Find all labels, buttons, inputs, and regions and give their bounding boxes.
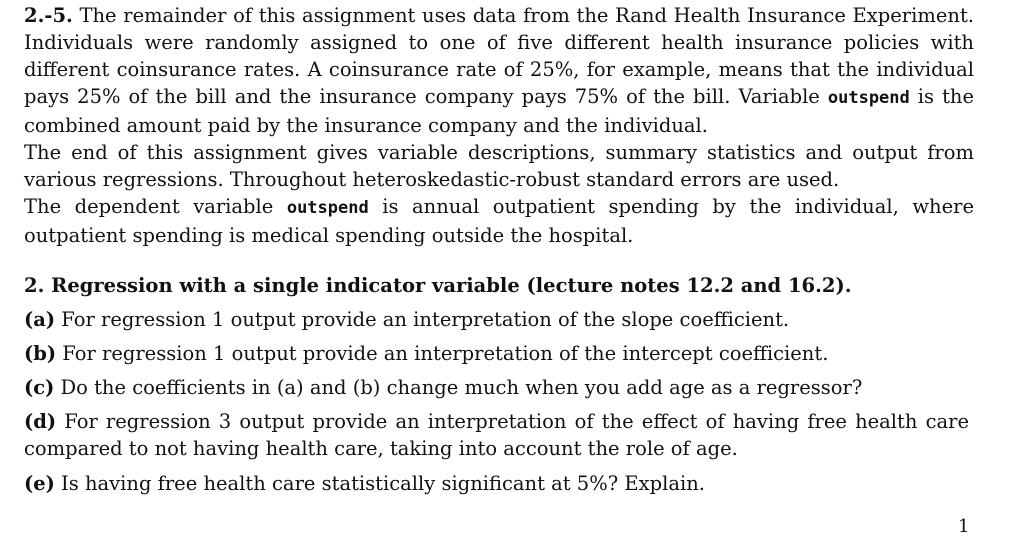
- intro-paragraph-1: [24, 2, 974, 139]
- page-number: 1: [958, 516, 970, 537]
- question-b-label: (b): [24, 342, 57, 365]
- problem-label: 2.-5.: [24, 4, 73, 27]
- intro-text-1a: The remainder of this assignment uses data from the Rand Health Insurance Experiment. Individuals were randomly assigned to one of five different health insurance policies with different coinsurance rates. A coinsurance rate of 25%, for example, means that the individual pays 25% of the bill and the insurance company pays 75% of the bill. Variable: [24, 4, 974, 108]
- question-c-label: (c): [24, 376, 55, 399]
- intro-text-3a: The dependent variable: [24, 195, 287, 218]
- intro-text-1b: is the combined amount paid by the insurance company and the individual.: [24, 85, 975, 137]
- question-d-label: (d): [24, 410, 57, 433]
- intro-text-3b: is annual outpatient spending by the individual, where outpatient spending is medical spending outside the hospital.: [24, 195, 974, 247]
- question-c: [24, 374, 969, 401]
- question-b: [24, 340, 969, 367]
- question-d-text: For regression 3 output provide an interpretation of the effect of having free health care compared to not having health care, taking into account the role of age.: [24, 410, 969, 460]
- question-e-label: (e): [24, 472, 55, 495]
- section-title: 2. Regression with a single indicator variable (lecture notes 12.2 and 16.2).: [24, 274, 852, 297]
- question-e: [24, 470, 969, 497]
- question-c-text: Do the coefficients in (a) and (b) change much when you add age as a regressor?: [54, 376, 863, 399]
- question-a-text: For regression 1 output provide an interpretation of the slope coefficient.: [55, 308, 790, 331]
- question-d: [24, 408, 969, 462]
- document-page: [24, 0, 975, 495]
- intro-paragraph-2: The end of this assignment gives variable descriptions, summary statistics and output from various regressions. Throughout heteroskedastic-robust standard errors are used.: [24, 141, 974, 191]
- variable-outspend-1: outspend: [827, 88, 910, 108]
- variable-outspend-2: outspend: [286, 198, 369, 218]
- intro-paragraphs: [24, 0, 974, 249]
- question-e-text: Is having free health care statistically significant at 5%? Explain.: [54, 472, 705, 495]
- question-b-text: For regression 1 output provide an interpretation of the intercept coefficient.: [56, 342, 829, 365]
- question-a: [24, 306, 969, 333]
- question-a-label: (a): [24, 308, 56, 331]
- intro-paragraph-3: [24, 193, 974, 249]
